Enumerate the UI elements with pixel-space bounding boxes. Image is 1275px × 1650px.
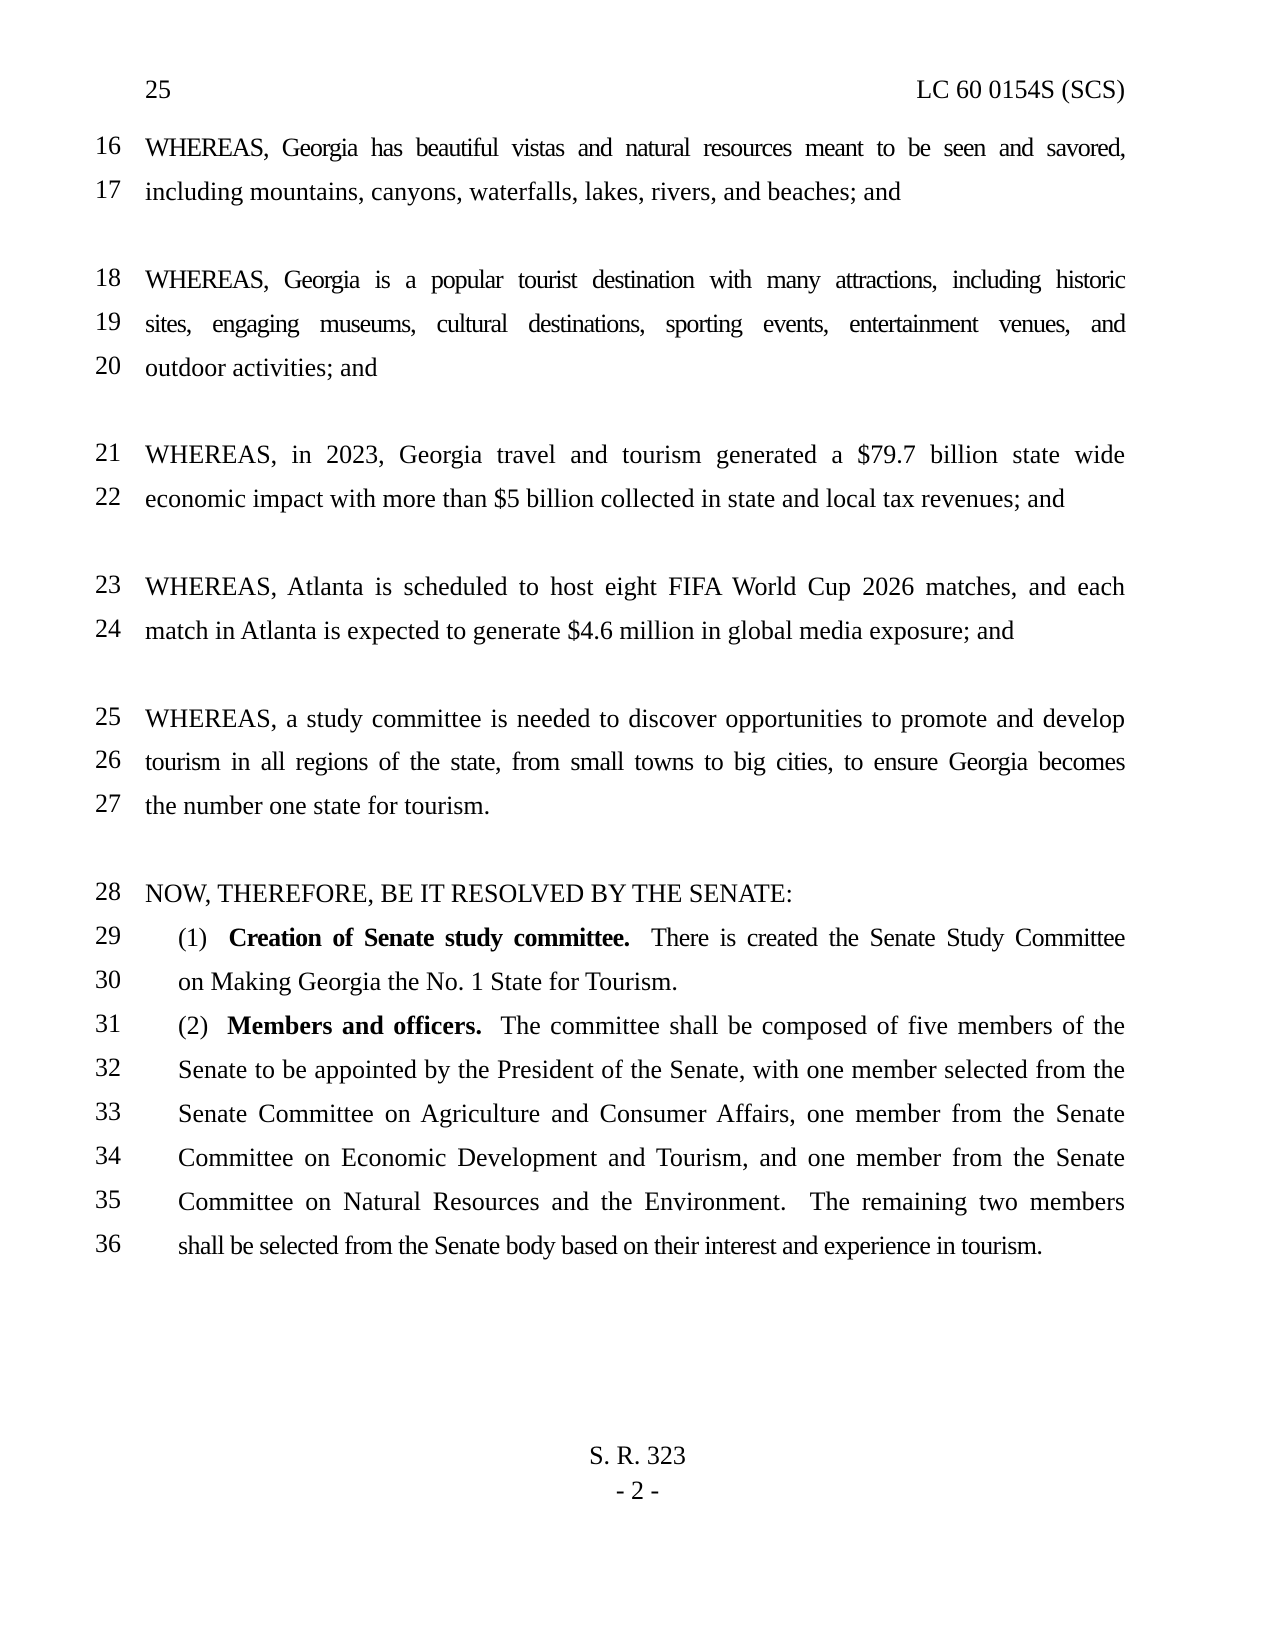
line-text [178, 921, 1125, 955]
line-28 [0, 877, 1275, 913]
line-text: WHEREAS, Georgia has beautiful vistas and natural resources meant to be seen and savored, [145, 133, 1125, 162]
line-text: WHEREAS, Atlanta is scheduled to host eight FIFA World Cup 2026 matches, and each [145, 572, 1125, 601]
line-text: WHEREAS, a study committee is needed to discover opportunities to promote and develop [145, 704, 1125, 733]
line-text: WHEREAS, in 2023, Georgia travel and tourism generated a $79.7 billion state wide [145, 440, 1125, 469]
line-29 [0, 921, 1275, 957]
line-27 [0, 789, 1275, 825]
line-34 [0, 1141, 1275, 1177]
line-number: 32 [95, 1053, 121, 1082]
line-35 [0, 1185, 1275, 1221]
line-text: Senate Committee on Agriculture and Consumer Affairs, one member from the Senate [178, 1099, 1125, 1128]
line-30 [0, 965, 1275, 1001]
line-number: 33 [95, 1097, 121, 1126]
line-text: shall be selected from the Senate body based on their interest and experience in tourism. [178, 1231, 1043, 1260]
line-text-plain: There is created the Senate Study Committee [629, 923, 1125, 952]
line-33 [0, 1097, 1275, 1133]
line-number: 26 [95, 745, 121, 774]
line-number: 30 [95, 965, 121, 994]
line-text-bold: Creation of Senate study committee. [228, 923, 630, 952]
line-26 [0, 745, 1275, 781]
line-18 [0, 263, 1275, 299]
line-number: 35 [95, 1185, 121, 1214]
header-document-code: LC 60 0154S (SCS) [916, 75, 1125, 104]
line-number: 19 [95, 307, 121, 336]
line-32 [0, 1053, 1275, 1089]
line-text: sites, engaging museums, cultural destinations, sporting events, entertainment venues, and [145, 309, 1125, 338]
line-number: 23 [95, 570, 121, 599]
line-20 [0, 351, 1275, 387]
line-19 [0, 307, 1275, 343]
line-number: 16 [95, 131, 121, 160]
line-number: 36 [95, 1229, 121, 1258]
line-21 [0, 438, 1275, 474]
line-text: Committee on Economic Development and Tourism, and one member from the Senate [178, 1143, 1125, 1172]
line-number: 34 [95, 1141, 121, 1170]
line-number: 28 [95, 877, 121, 906]
line-number: 29 [95, 921, 121, 950]
line-36 [0, 1229, 1275, 1265]
line-number: 21 [95, 438, 121, 467]
line-text: match in Atlanta is expected to generate $4.6 million in global media exposure; and [145, 616, 1015, 645]
line-number: 20 [95, 351, 121, 380]
line-text [178, 1009, 1125, 1043]
line-25 [0, 702, 1275, 738]
line-text: tourism in all regions of the state, from small towns to big cities, to ensure Georgia becomes [145, 747, 1125, 776]
line-17 [0, 175, 1275, 211]
line-text: economic impact with more than $5 billion collected in state and local tax revenues; and [145, 484, 1065, 513]
line-22 [0, 482, 1275, 518]
line-text: WHEREAS, Georgia is a popular tourist destination with many attractions, including historic [145, 265, 1125, 294]
line-text-plain: The committee shall be composed of five members of the [482, 1011, 1125, 1040]
page-header [0, 75, 1275, 111]
line-number: 22 [95, 482, 121, 511]
line-text-plain: (1) [178, 923, 229, 952]
line-text: NOW, THEREFORE, BE IT RESOLVED BY THE SENATE: [145, 879, 793, 908]
line-text: on Making Georgia the No. 1 State for Tourism. [178, 967, 678, 996]
line-24 [0, 614, 1275, 650]
footer-page-number: - 2 - [615, 1476, 660, 1505]
line-text: the number one state for tourism. [145, 791, 491, 820]
footer-bill-number: S. R. 323 [589, 1441, 686, 1470]
line-number: 24 [95, 614, 121, 643]
line-number: 18 [95, 263, 121, 292]
line-31 [0, 1009, 1275, 1045]
line-16 [0, 131, 1275, 167]
line-number: 25 [95, 702, 121, 731]
line-text-bold: Members and officers. [227, 1011, 483, 1040]
line-text: Senate to be appointed by the President of the Senate, with one member selected from the [178, 1055, 1125, 1084]
line-number: 31 [95, 1009, 121, 1038]
line-text: including mountains, canyons, waterfalls, lakes, rivers, and beaches; and [145, 177, 901, 206]
line-number: 27 [95, 789, 121, 818]
line-number: 17 [95, 175, 121, 204]
line-text: outdoor activities; and [145, 353, 378, 382]
line-text: Committee on Natural Resources and the Environment. The remaining two members [178, 1187, 1125, 1216]
line-text-plain: (2) [178, 1011, 228, 1040]
line-23 [0, 570, 1275, 606]
header-page-number: 25 [145, 75, 171, 104]
